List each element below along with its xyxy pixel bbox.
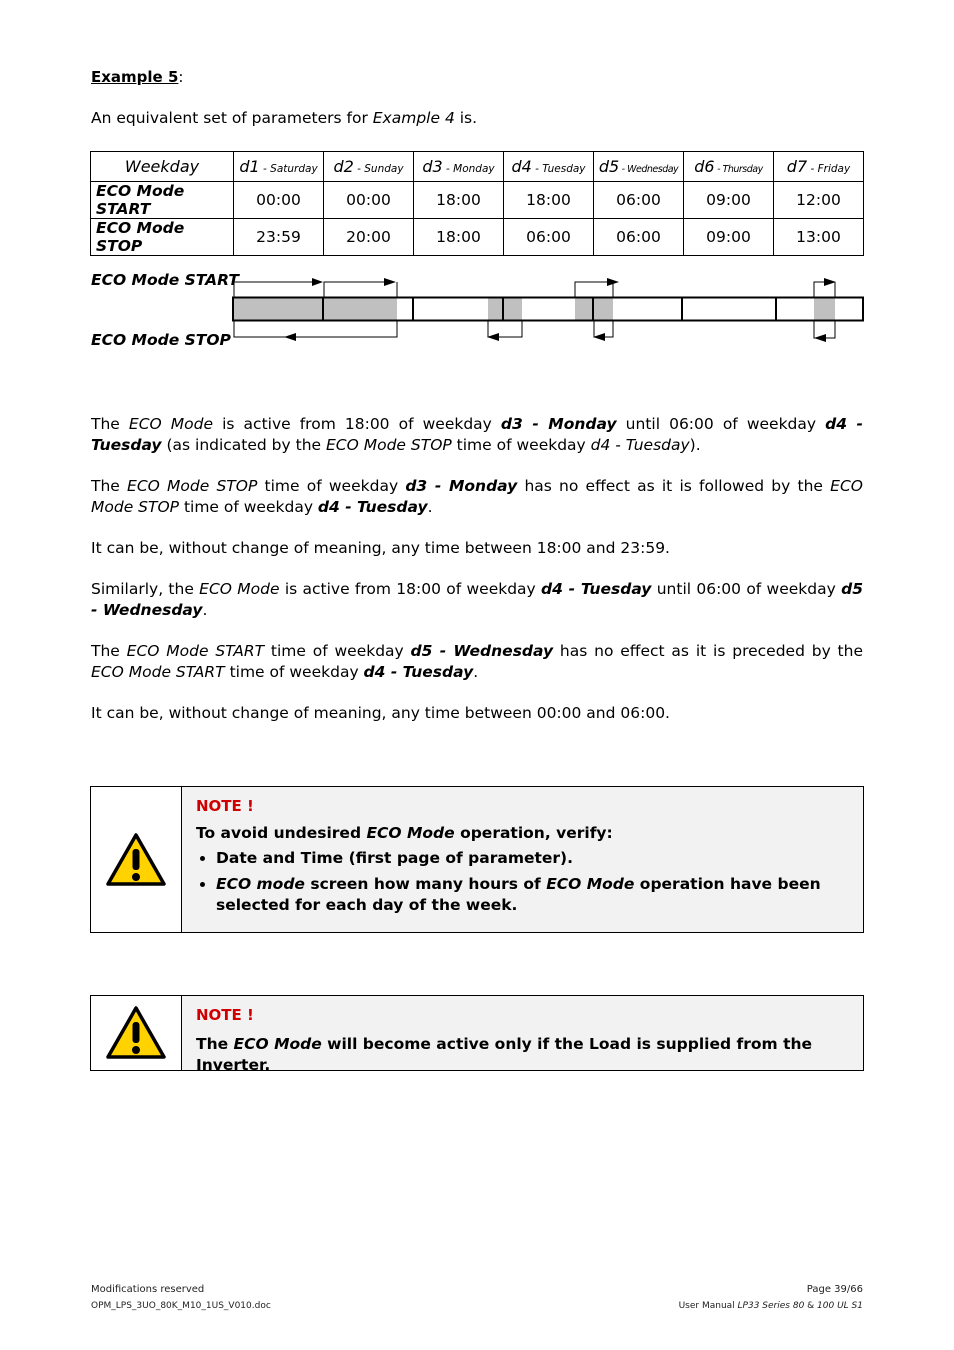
paragraph-any-time-2: It can be, without change of meaning, any time between 00:00 and 06:00. bbox=[91, 704, 670, 722]
note-bullets bbox=[196, 848, 851, 916]
table-cell: 06:00 bbox=[594, 219, 684, 256]
note-line: The ECO Mode will become active only if the Load is supplied from the Inverter. bbox=[196, 1035, 813, 1074]
warning-icon bbox=[105, 1005, 167, 1061]
diagram-start-label: ECO Mode START bbox=[91, 271, 239, 289]
table-cell: 00:00 bbox=[234, 182, 324, 219]
eco-timeline-diagram bbox=[0, 0, 954, 360]
intro-paragraph: An equivalent set of parameters for Example 4 is. bbox=[91, 109, 478, 127]
active-band bbox=[488, 298, 522, 320]
paragraph-any-time-1: It can be, without change of meaning, any time between 18:00 and 23:59. bbox=[91, 539, 670, 557]
warning-icon bbox=[105, 832, 167, 888]
day-header: d5 - Wednesday bbox=[594, 152, 684, 182]
table-corner-cell: Weekday bbox=[91, 152, 234, 182]
paragraph-start-no-effect: The ECO Mode START time of weekday d5 - Wednesday has no effect as it is preceded by the ECO Mode START time of weekday d4 - Tuesday. bbox=[91, 642, 863, 681]
table-cell: 20:00 bbox=[324, 219, 414, 256]
active-band bbox=[234, 298, 397, 320]
table-cell: 13:00 bbox=[774, 219, 864, 256]
stop-brackets bbox=[234, 321, 835, 338]
note-title: NOTE ! bbox=[196, 797, 254, 815]
table-cell: 06:00 bbox=[594, 182, 684, 219]
row-label: ECO Mode STOP bbox=[91, 219, 234, 256]
paragraph-similarly: Similarly, the ECO Mode is active from 18:00 of weekday d4 - Tuesday until 06:00 of weekday d5 - Wednesday. bbox=[91, 580, 863, 619]
arrow-right-icon bbox=[312, 278, 836, 286]
table-cell: 00:00 bbox=[324, 182, 414, 219]
note-title: NOTE ! bbox=[196, 1006, 254, 1024]
day-header: d2 - Sunday bbox=[324, 152, 414, 182]
day-header: d6 - Thursday bbox=[684, 152, 774, 182]
footer-manual-title: User Manual LP33 Series 80 & 100 UL S1 bbox=[678, 1301, 863, 1311]
footer-modifications: Modifications reserved bbox=[91, 1284, 205, 1295]
day-header: d1 - Saturday bbox=[234, 152, 324, 182]
footer-page-number: Page 39/66 bbox=[806, 1284, 863, 1295]
table-cell: 18:00 bbox=[414, 182, 504, 219]
note-line: To avoid undesired ECO Mode operation, verify: bbox=[196, 824, 613, 842]
start-brackets bbox=[234, 282, 835, 297]
note-content bbox=[196, 1006, 851, 1076]
note-icon-cell bbox=[91, 996, 182, 1070]
row-label: ECO Mode START bbox=[91, 182, 234, 219]
list-item: • Date and Time (first page of parameter). bbox=[216, 848, 851, 869]
note-box-inverter bbox=[90, 995, 864, 1074]
active-band bbox=[814, 298, 835, 320]
day-header: d4 - Tuesday bbox=[504, 152, 594, 182]
table-cell: 12:00 bbox=[774, 182, 864, 219]
table-cell: 09:00 bbox=[684, 219, 774, 256]
table-cell: 23:59 bbox=[234, 219, 324, 256]
example-heading: Example 5: bbox=[91, 68, 184, 86]
note-box-verify bbox=[90, 786, 864, 933]
day-header: d3 - Monday bbox=[414, 152, 504, 182]
note-content bbox=[196, 797, 851, 921]
table-cell: 06:00 bbox=[504, 219, 594, 256]
table-cell: 18:00 bbox=[414, 219, 504, 256]
day-header: d7 - Friday bbox=[774, 152, 864, 182]
paragraph-eco-active: The ECO Mode is active from 18:00 of weekday d3 - Monday until 06:00 of weekday d4 - Tuesday (as indicated by the ECO Mode STOP time of weekday d4 - Tuesday). bbox=[91, 415, 863, 454]
footer-doc-name: OPM_LPS_3UO_80K_M10_1US_V010.doc bbox=[91, 1301, 271, 1311]
diagram-stop-label: ECO Mode STOP bbox=[91, 331, 231, 349]
note-icon-cell bbox=[91, 787, 182, 932]
table-cell: 09:00 bbox=[684, 182, 774, 219]
list-item: • ECO mode screen how many hours of ECO Mode operation have been selected for each day of the week. bbox=[216, 874, 851, 916]
table-cell: 18:00 bbox=[504, 182, 594, 219]
paragraph-stop-no-effect: The ECO Mode STOP time of weekday d3 - Monday has no effect as it is followed by the ECO Mode STOP time of weekday d4 - Tuesday. bbox=[91, 477, 863, 516]
